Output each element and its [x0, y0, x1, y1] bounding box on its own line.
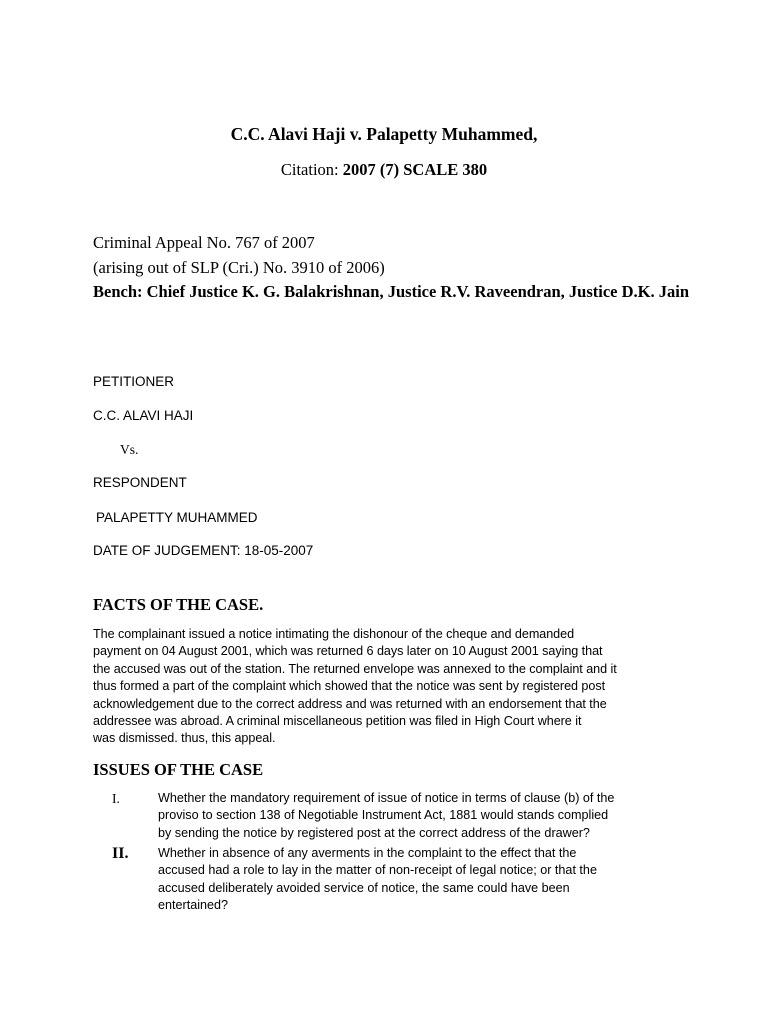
- issue-line: Whether in absence of any averments in the complaint to the effect that the: [158, 846, 577, 860]
- issue-line: accused deliberately avoided service of notice, the same could have been: [158, 880, 570, 895]
- issue-line: proviso to section 138 of Negotiable Instrument Act, 1881 would stands complied: [158, 808, 609, 823]
- petitioner-name: C.C. ALAVI HAJI: [93, 408, 194, 423]
- issue-number: I.: [112, 791, 120, 806]
- arising-out-of: (arising out of SLP (Cri.) No. 3910 of 2006): [93, 258, 385, 277]
- petitioner-label: PETITIONER: [93, 374, 175, 389]
- citation-value: 2007 (7) SCALE 380: [342, 160, 488, 179]
- issues-heading: ISSUES OF THE CASE: [93, 760, 264, 779]
- criminal-appeal-number: Criminal Appeal No. 767 of 2007: [93, 233, 315, 252]
- respondent-name: PALAPETTY MUHAMMED: [96, 510, 258, 525]
- issue-line: Whether the mandatory requirement of issue of notice in terms of clause (b) of the: [158, 791, 615, 805]
- issue-line: by sending the notice by registered post at the correct address of the drawer?: [158, 825, 590, 840]
- facts-line: addressee was abroad. A criminal miscellaneous petition was filed in High Court where it: [93, 714, 582, 729]
- facts-line: the accused was out of the station. The returned envelope was annexed to the complaint and it: [93, 661, 617, 676]
- issue-item: [158, 845, 698, 915]
- citation-label: Citation:: [280, 160, 343, 179]
- issue-item: [158, 790, 698, 842]
- versus-text: Vs.: [120, 442, 139, 457]
- facts-line: was dismissed. thus, this appeal.: [93, 731, 276, 746]
- issue-line: entertained?: [158, 898, 229, 913]
- respondent-label: RESPONDENT: [93, 475, 187, 490]
- issue-number: II.: [112, 845, 129, 862]
- case-title: C.C. Alavi Haji v. Palapetty Muhammed,: [230, 124, 538, 144]
- facts-line: payment on 04 August 2001, which was returned 6 days later on 10 August 2001 saying that: [93, 644, 603, 659]
- facts-line: thus formed a part of the complaint which showed that the notice was sent by registered post: [93, 679, 606, 694]
- citation-line: [0, 160, 768, 180]
- facts-line: The complainant issued a notice intimating the dishonour of the cheque and demanded: [93, 627, 575, 641]
- judgement-date: DATE OF JUDGEMENT: 18-05-2007: [93, 543, 314, 558]
- bench-line: Bench: Chief Justice K. G. Balakrishnan, Justice R.V. Raveendran, Justice D.K. Jain: [93, 282, 690, 301]
- issue-line: accused had a role to lay in the matter of non-receipt of legal notice; or that the: [158, 863, 597, 878]
- facts-heading: FACTS OF THE CASE.: [93, 595, 264, 614]
- facts-line: acknowledgement due to the correct address and was returned with an endorsement that the: [93, 696, 607, 711]
- facts-paragraph: [93, 626, 689, 748]
